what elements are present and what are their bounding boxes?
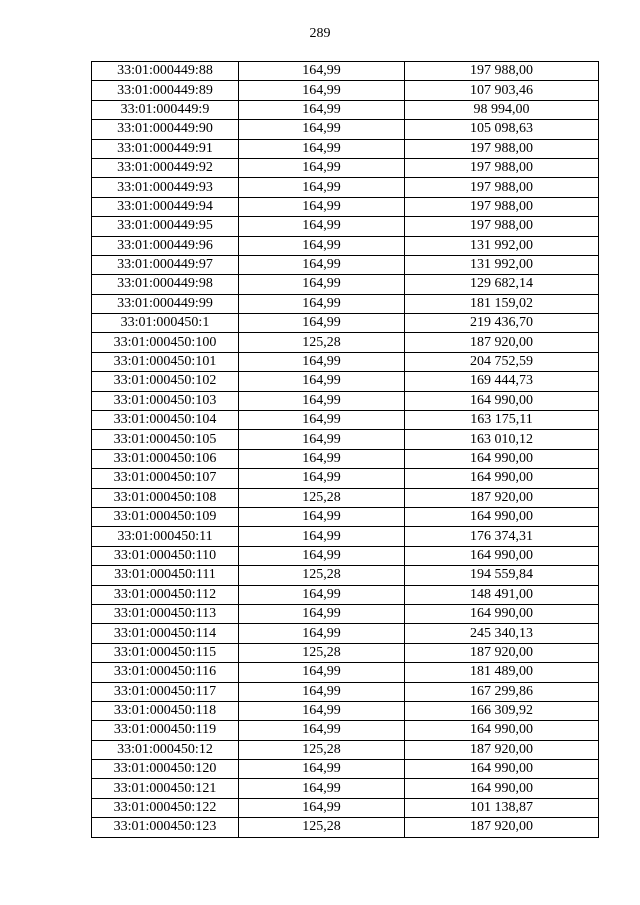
cadastral-number-cell: 33:01:000449:90 [92,120,239,139]
area-cell: 164,99 [239,411,405,430]
table-row [92,585,599,604]
area-cell: 164,99 [239,158,405,177]
table-row [92,507,599,526]
value-cell: 105 098,63 [405,120,599,139]
area-cell: 164,99 [239,372,405,391]
table-row [92,217,599,236]
value-cell: 187 920,00 [405,333,599,352]
area-cell: 164,99 [239,81,405,100]
value-cell: 164 990,00 [405,469,599,488]
value-cell: 107 903,46 [405,81,599,100]
cadastral-number-cell: 33:01:000450:116 [92,663,239,682]
table-row [92,197,599,216]
area-cell: 164,99 [239,275,405,294]
cadastral-number-cell: 33:01:000450:109 [92,507,239,526]
table-row [92,255,599,274]
table-row [92,701,599,720]
cadastral-number-cell: 33:01:000450:123 [92,818,239,837]
value-cell: 129 682,14 [405,275,599,294]
area-cell: 125,28 [239,566,405,585]
area-cell: 164,99 [239,100,405,119]
table-row [92,566,599,585]
area-cell: 125,28 [239,643,405,662]
value-cell: 197 988,00 [405,197,599,216]
area-cell: 164,99 [239,430,405,449]
value-cell: 204 752,59 [405,352,599,371]
cadastral-number-cell: 33:01:000450:112 [92,585,239,604]
value-cell: 187 920,00 [405,643,599,662]
table-row [92,488,599,507]
table-row [92,430,599,449]
cadastral-number-cell: 33:01:000449:94 [92,197,239,216]
table-row [92,546,599,565]
table-row [92,740,599,759]
cadastral-number-cell: 33:01:000450:11 [92,527,239,546]
area-cell: 164,99 [239,449,405,468]
cadastral-number-cell: 33:01:000450:104 [92,411,239,430]
area-cell: 164,99 [239,236,405,255]
table-row [92,158,599,177]
area-cell: 164,99 [239,721,405,740]
table-row [92,721,599,740]
area-cell: 164,99 [239,314,405,333]
area-cell: 125,28 [239,818,405,837]
table-row [92,469,599,488]
area-cell: 164,99 [239,197,405,216]
table-row [92,100,599,119]
value-cell: 164 990,00 [405,779,599,798]
value-cell: 164 990,00 [405,546,599,565]
cadastral-number-cell: 33:01:000450:110 [92,546,239,565]
cadastral-number-cell: 33:01:000450:117 [92,682,239,701]
cadastral-number-cell: 33:01:000450:122 [92,798,239,817]
cadastral-number-cell: 33:01:000450:108 [92,488,239,507]
area-cell: 164,99 [239,469,405,488]
area-cell: 164,99 [239,546,405,565]
value-cell: 197 988,00 [405,139,599,158]
value-cell: 131 992,00 [405,255,599,274]
area-cell: 164,99 [239,798,405,817]
cadastral-number-cell: 33:01:000450:115 [92,643,239,662]
value-cell: 166 309,92 [405,701,599,720]
cadastral-number-cell: 33:01:000449:98 [92,275,239,294]
area-cell: 164,99 [239,391,405,410]
value-cell: 164 990,00 [405,721,599,740]
area-cell: 164,99 [239,352,405,371]
table-row [92,682,599,701]
cadastral-number-cell: 33:01:000450:106 [92,449,239,468]
table-row [92,449,599,468]
cadastral-number-cell: 33:01:000450:12 [92,740,239,759]
table-row [92,604,599,623]
area-cell: 164,99 [239,62,405,81]
page-number: 289 [309,26,331,41]
table-row [92,643,599,662]
area-cell: 164,99 [239,217,405,236]
table-row [92,663,599,682]
table-row [92,178,599,197]
cadastral-number-cell: 33:01:000450:100 [92,333,239,352]
value-cell: 197 988,00 [405,158,599,177]
table-row [92,333,599,352]
cadastral-number-cell: 33:01:000449:96 [92,236,239,255]
cadastral-number-cell: 33:01:000449:97 [92,255,239,274]
cadastral-number-cell: 33:01:000450:103 [92,391,239,410]
area-cell: 164,99 [239,294,405,313]
cadastral-number-cell: 33:01:000449:88 [92,62,239,81]
value-cell: 187 920,00 [405,818,599,837]
cadastral-number-cell: 33:01:000450:101 [92,352,239,371]
table-row [92,527,599,546]
area-cell: 164,99 [239,255,405,274]
value-cell: 219 436,70 [405,314,599,333]
value-cell: 164 990,00 [405,760,599,779]
value-cell: 245 340,13 [405,624,599,643]
area-cell: 164,99 [239,663,405,682]
value-cell: 181 489,00 [405,663,599,682]
area-cell: 164,99 [239,682,405,701]
value-cell: 181 159,02 [405,294,599,313]
value-cell: 187 920,00 [405,740,599,759]
value-cell: 187 920,00 [405,488,599,507]
cadastral-number-cell: 33:01:000450:114 [92,624,239,643]
table-row [92,236,599,255]
cadastral-number-cell: 33:01:000450:102 [92,372,239,391]
cadastral-number-cell: 33:01:000450:107 [92,469,239,488]
cadastral-number-cell: 33:01:000450:120 [92,760,239,779]
area-cell: 164,99 [239,139,405,158]
value-cell: 98 994,00 [405,100,599,119]
cadastral-number-cell: 33:01:000450:119 [92,721,239,740]
table-row [92,275,599,294]
table-body [92,62,599,838]
area-cell: 164,99 [239,585,405,604]
value-cell: 148 491,00 [405,585,599,604]
area-cell: 164,99 [239,760,405,779]
area-cell: 164,99 [239,779,405,798]
value-cell: 163 010,12 [405,430,599,449]
cadastral-number-cell: 33:01:000450:105 [92,430,239,449]
cadastral-number-cell: 33:01:000449:93 [92,178,239,197]
table-row [92,779,599,798]
area-cell: 164,99 [239,624,405,643]
value-cell: 164 990,00 [405,449,599,468]
table-row [92,139,599,158]
table-row [92,798,599,817]
value-cell: 131 992,00 [405,236,599,255]
area-cell: 164,99 [239,120,405,139]
value-cell: 101 138,87 [405,798,599,817]
table-row [92,391,599,410]
value-cell: 169 444,73 [405,372,599,391]
table-row [92,120,599,139]
area-cell: 125,28 [239,740,405,759]
value-cell: 176 374,31 [405,527,599,546]
table-row [92,624,599,643]
value-cell: 197 988,00 [405,178,599,197]
area-cell: 125,28 [239,488,405,507]
area-cell: 164,99 [239,507,405,526]
data-table [91,61,599,838]
area-cell: 164,99 [239,701,405,720]
area-cell: 164,99 [239,178,405,197]
table-row [92,818,599,837]
cadastral-number-cell: 33:01:000450:121 [92,779,239,798]
value-cell: 164 990,00 [405,507,599,526]
table-row [92,294,599,313]
value-cell: 197 988,00 [405,62,599,81]
table-row [92,760,599,779]
cadastral-number-cell: 33:01:000450:113 [92,604,239,623]
table-row [92,352,599,371]
cadastral-number-cell: 33:01:000450:118 [92,701,239,720]
cadastral-number-cell: 33:01:000449:99 [92,294,239,313]
table-row [92,62,599,81]
cadastral-number-cell: 33:01:000449:91 [92,139,239,158]
area-cell: 125,28 [239,333,405,352]
value-cell: 164 990,00 [405,604,599,623]
value-cell: 194 559,84 [405,566,599,585]
value-cell: 163 175,11 [405,411,599,430]
cadastral-number-cell: 33:01:000449:95 [92,217,239,236]
cadastral-number-cell: 33:01:000450:1 [92,314,239,333]
table-row [92,411,599,430]
table-row [92,314,599,333]
table-row [92,81,599,100]
table-row [92,372,599,391]
cadastral-number-cell: 33:01:000449:92 [92,158,239,177]
value-cell: 164 990,00 [405,391,599,410]
value-cell: 167 299,86 [405,682,599,701]
cadastral-number-cell: 33:01:000449:89 [92,81,239,100]
value-cell: 197 988,00 [405,217,599,236]
cadastral-number-cell: 33:01:000449:9 [92,100,239,119]
cadastral-number-cell: 33:01:000450:111 [92,566,239,585]
area-cell: 164,99 [239,527,405,546]
area-cell: 164,99 [239,604,405,623]
